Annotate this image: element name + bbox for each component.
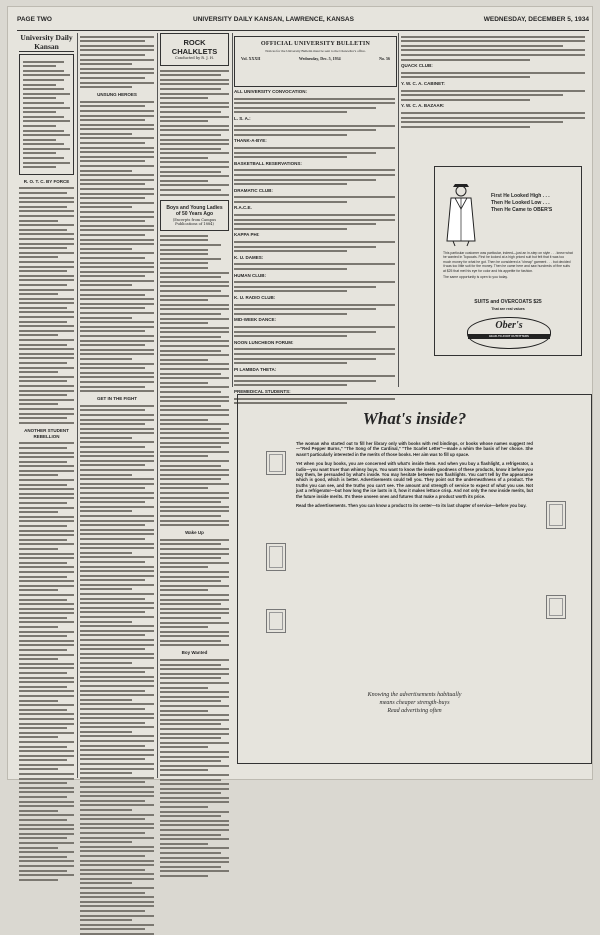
whats-inside-footer-line: Knowing the advertisements habitually (367, 692, 462, 698)
bulletin-item: MID-WEEK DANCE: (234, 317, 276, 323)
poem-body (160, 539, 229, 647)
right-notice-heading: QUACK CLUB: (401, 63, 433, 69)
verse-title: Boys and Young Ladies of 50 Years Ago (166, 204, 223, 217)
editorial-column (19, 33, 74, 778)
whats-inside-footer (238, 691, 591, 715)
bulletin-item: HUMAN CLUB: (234, 272, 266, 278)
verse-box (160, 200, 229, 231)
editorial-headline-1: R. O. T. C. BY FORCE (23, 178, 70, 184)
masthead-title: University Daily Kansan (20, 33, 73, 51)
page-header (17, 16, 589, 28)
chalklets-title-line1: ROCK (183, 38, 206, 47)
bulletin-item: L. S. A.: (234, 115, 251, 121)
staff-box (19, 54, 74, 175)
bulletin-item: K. U. DAMES: (234, 254, 264, 260)
whats-inside-paragraph: The woman who started out to fill her library only with books with red bindings, or books whose names suggest red—"Red Pepper Burns," "The Song of the Cardinal," "The Scarlet Letter"—made a whim the basis of her choice. She wasn't particularly interested in the merits of those books. Her aim was to fill up space. (296, 441, 533, 457)
whats-inside-paragraph: Yet when you buy books, you are concerned with what's inside them. And when you buy a flashlight, a refrigerator, a radio—you want truer than whimsy buys. You want to know the inside goodness of these products, know it before you buy them, be persuaded by what's inside. You may hesitate between two flashlights. You can't tell by the appearance which is good, which is better. Advertisements could tell you. They point out the underneathness of a product. The truths you can see, and the truths you can't see. The amount and strength of service to expect of what you use. Not just a refrigerator—but how long the ice lasts in it, how it makes lettuce crisp. And not only the now inside merits, but the future inside merits. It's these unseen ones and futures that make a product worth its price. (296, 461, 533, 499)
unsung-heroes-body (80, 101, 154, 392)
obers-logo-text: Ober's (495, 320, 523, 331)
poem-2-title: Boy Wanted (181, 650, 208, 656)
newspaper-name: UNIVERSITY DAILY KANSAN, LAWRENCE, KANSAS (193, 16, 354, 23)
bulletin-notices (234, 88, 395, 395)
column-two (80, 33, 154, 778)
get-in-the-fight-headline: GET IN THE FIGHT (97, 396, 137, 402)
obers-ad (434, 166, 582, 356)
bulletin-item: PREMEDICAL STUDENTS: (234, 389, 291, 395)
obers-logo (467, 317, 551, 349)
bulletin-volume-line (241, 56, 390, 61)
editorial-body-2 (19, 442, 74, 880)
package-icon (546, 595, 566, 619)
whats-inside-ad (237, 394, 592, 764)
refrigerator-icon (266, 609, 286, 633)
obers-tagline: That are real values (491, 307, 525, 311)
column-two-top-body (80, 36, 154, 89)
man-in-coat-illustration (441, 183, 481, 247)
flashlight-icon (546, 501, 566, 529)
bulletin-number: No. 56 (379, 56, 390, 62)
obers-headlines (491, 193, 575, 214)
newspaper-sheet (7, 6, 593, 780)
chalklets-byline: Conducted by R. J. H. (174, 56, 215, 60)
whats-inside-footer-line: means cheaper strength-buys (379, 700, 450, 706)
bulletin-item: K. U. RADIO CLUB: (234, 294, 276, 300)
bulletin-title: OFFICIAL UNIVERSITY BULLETIN (260, 40, 371, 47)
bulletin-item: THANK-A-BYE: (234, 138, 267, 144)
verse-source: (Excerpts from Campus Publications of 1884) (172, 217, 217, 227)
whats-inside-paragraph: Read the advertisements. Then you can know a product to its center—to its last chapter of service—before you buy. (296, 503, 527, 509)
whats-inside-title: What's inside? (362, 409, 467, 428)
column-rule (77, 33, 78, 778)
column-rule (398, 33, 399, 387)
whats-inside-footer-line: Read advertising often (387, 708, 442, 714)
right-notice-heading: Y. W. C. A. BAZAAR: (401, 103, 445, 109)
unsung-heroes-headline: UNSUNG HEROES (97, 92, 137, 98)
bulletin-item: DRAMATIC CLUB: (234, 187, 273, 193)
obers-headline-2: Then He Looked Low . . . (491, 200, 550, 206)
obers-headline-1: First He Looked High . . . (491, 193, 550, 199)
obers-body-text: This particular customer was particular, indeed—just an in-step on style . . . knew what he wanted in Topcoats. First he looked at a high priced suit but felt that it was too much money for what he got. Then he considered a "cheap" garment . . . but decided it was too little suit for the money. Then he came here and saw hundreds of fine suits at $25 that met his eye for color and his appetite for fashion. (443, 251, 573, 273)
editorial-body-1 (19, 187, 74, 423)
radio-icon (266, 543, 286, 571)
poem-2-body (160, 659, 229, 877)
whats-inside-body (296, 441, 533, 512)
obers-logo-sub: HEAD-TO-FOOT OUTFITTERS (468, 334, 550, 339)
get-in-the-fight-body (80, 405, 154, 935)
bulletin-item: PI LAMBDA THETA: (234, 366, 277, 372)
column-rule (157, 33, 158, 778)
bulletin-item: BASKETBALL RESERVATIONS: (234, 160, 302, 166)
obers-price: SUITS and OVERCOATS $25 (474, 299, 542, 305)
bulletin-item: ALL UNIVERSITY CONVOCATION: (234, 89, 308, 94)
bulletin-subtitle: Notices for the University Bulletin must be sent to the Chancellor's office. (265, 49, 366, 53)
chalklets-box (160, 33, 229, 66)
book-icon (266, 451, 286, 475)
bulletin-date: Wednesday, Dec. 5, 1934 (298, 56, 341, 62)
bulletin-item: NOON LUNCHEON FORUM: (234, 339, 294, 345)
obers-closing: The same opportunity is open to you today. (443, 275, 508, 280)
chalklets-body (160, 70, 229, 196)
chalklets-title-line2: CHALKLETS (171, 47, 218, 56)
page-number: PAGE TWO (17, 16, 52, 23)
right-notice-heading: Y. W. C. A. CABINET: (401, 80, 445, 86)
verse-body (160, 235, 229, 526)
poem-title: Wake Up (185, 530, 204, 536)
bulletin-volume: Vol. XXXII (241, 56, 261, 62)
obers-body (443, 251, 573, 279)
bulletin-item: R.A.C.E. (234, 205, 252, 211)
right-notices (401, 33, 585, 158)
editorial-headline-2: ANOTHER STUDENT REBELLION (24, 427, 69, 439)
bulletin-item: KAPPA PHI: (234, 232, 260, 238)
chalklets-column (160, 33, 229, 778)
column-rule (232, 33, 233, 387)
obers-headline-3: Then He Came to OBER'S (491, 207, 553, 213)
header-rule (17, 30, 589, 31)
bulletin-header (234, 36, 397, 87)
issue-date: WEDNESDAY, DECEMBER 5, 1934 (483, 16, 589, 23)
